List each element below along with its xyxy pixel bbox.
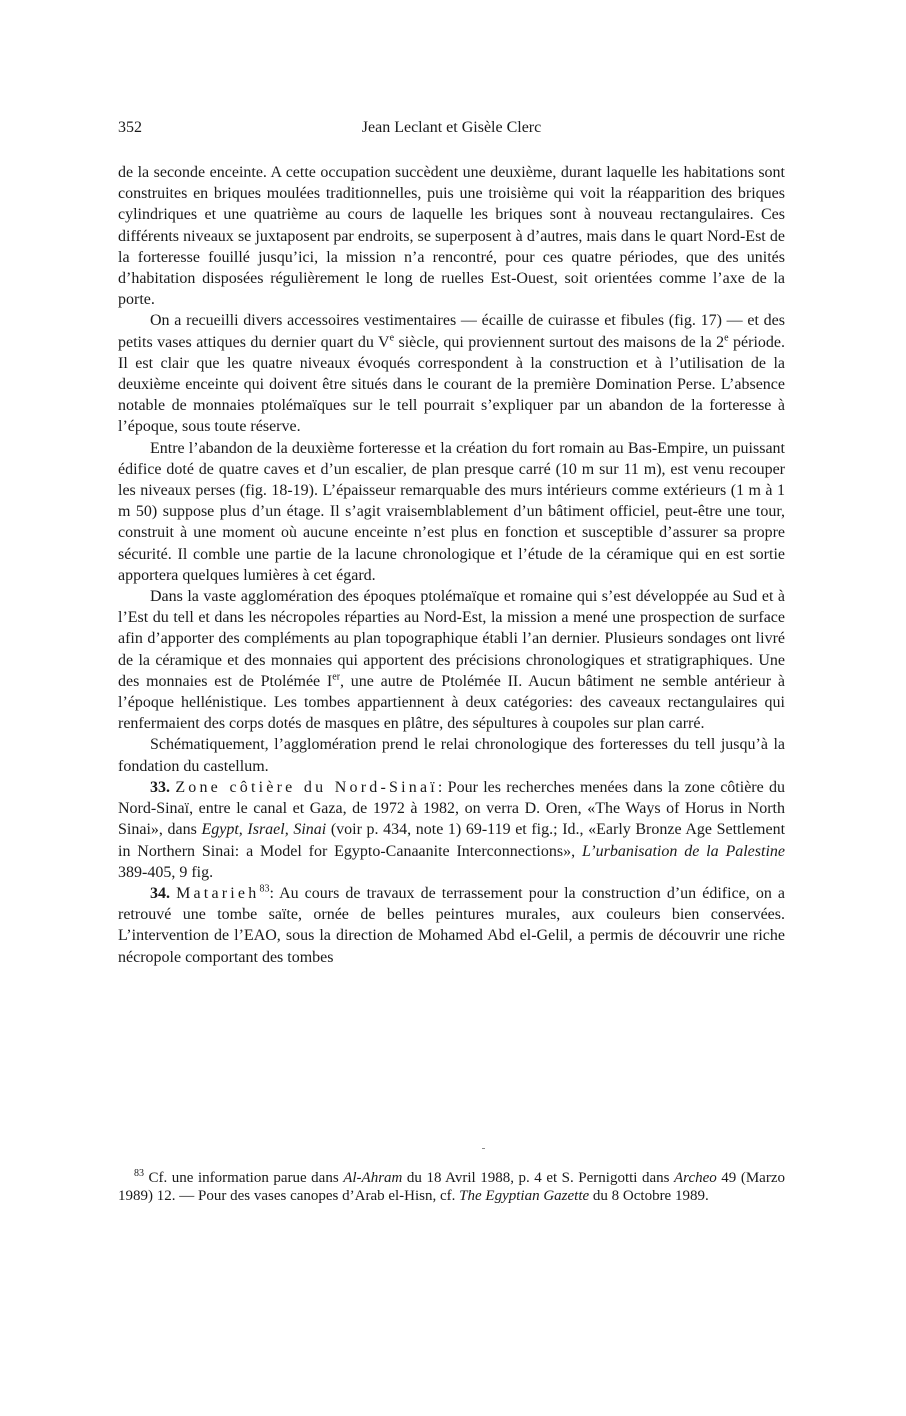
page-header [118, 116, 785, 140]
text-run: , une autre de Ptolémée II. Aucun bâtiment ne semble antérieur à l’époque hellénistique. Les tombes appartiennent à deux catégories: des caveaux rectangulaires qui renfermaient des corps dotés de masques en plâtre, des sépultures à coupoles sur plan carré. [118, 672, 786, 733]
superscript: e [389, 332, 395, 344]
italic-title: L’urbanisation de la Palestine [581, 842, 785, 860]
text-run: Cf. une information parue dans [144, 1170, 344, 1186]
text-run: On a recueilli divers accessoires vestimentaires — écaille de cuirasse et fibules (fig. 17) — et des petits vases attiques du dernier quart du V [118, 312, 785, 351]
section-title: Zone côtière du Nord-Sinaï [175, 778, 438, 796]
text-run: siècle, qui proviennent surtout des maisons de la 2 [394, 333, 725, 351]
paragraph-2 [118, 310, 785, 437]
footnotes [118, 1170, 785, 1205]
footnote-ref[interactable]: 83 [259, 883, 270, 895]
text-run: Dans la vaste agglomération des époques ptolémaïque et romaine qui s’est développée au Sud et à l’Est du tell et dans les nécropoles réparties au Nord-Est, la mission a mené une prospection de surface afin d’apporter des compléments au plan topographique établi l’an dernier. Plusieurs sondages ont livré de la céramique et des monnaies qui apportent des précisions chronologiques et stratigraphiques. Une des monnaies est de Ptolémée I [118, 588, 785, 690]
section-number: 33. [150, 778, 170, 796]
text-run: 49 (Marzo 1989) 12. — Pour des vases canopes d’Arab el-Hisn, cf. [118, 1170, 785, 1204]
running-head: Jean Leclant et Gisèle Clerc [361, 119, 542, 136]
section-33 [118, 777, 785, 883]
footnote-83 [118, 1170, 785, 1205]
text-run: du 8 Octobre 1989. [589, 1187, 709, 1204]
footnote-separator [482, 1148, 485, 1149]
italic-title: Al-Ahram [343, 1170, 403, 1186]
paragraph-4 [118, 586, 785, 734]
italic-title: The Egyptian Gazette [459, 1187, 590, 1204]
paragraph-5: Schématiquement, l’agglomération prend le relai chronologique des forteresses du tell jusqu’à la fondation du castellum. [118, 736, 785, 775]
text-run: 389-405, 9 fig. [118, 863, 214, 881]
section-title: Matarieh [176, 884, 260, 902]
body-text [118, 162, 785, 968]
superscript: er [332, 671, 341, 683]
page-number: 352 [118, 119, 142, 136]
italic-title: Archeo [674, 1170, 717, 1186]
text-run: période. Il est clair que les quatre niveaux évoqués correspondent à la construction et à l’utilisation de la deuxième enceinte qui doivent être situés dans le courant de la première Domination Perse. L’absence notable de monnaies ptolémaïques sur le tell pourrait s’expliquer par un abandon de la forteresse à l’époque, sous toute réserve. [118, 333, 786, 436]
section-34 [118, 883, 785, 968]
text-run: du 18 Avril 1988, p. 4 et S. Pernigotti dans [402, 1170, 675, 1186]
section-number: 34. [150, 884, 170, 902]
paragraph-1: de la seconde enceinte. A cette occupation succèdent une deuxième, durant laquelle les habitations sont construites en briques moulées traditionnelles, puis une troisième qui voit la réapparition des briques cylindriques et une quatrième au cours de laquelle les briques sont à nouveau rectangulaires. Ces différents niveaux se juxtaposent par endroits, se superposent à d’autres, mais dans le quart Nord-Est de la forteresse fouillé jusqu’ici, la mission n’a rencontré, pour ces quatre périodes, que des unités d’habitation disposées régulièrement le long de ruelles Est-Ouest, soit orientées comme l’axe de la porte. [118, 164, 785, 309]
text-run: (voir p. 434, note 1) 69-119 et fig.; Id., «Early Bronze Age Settlement in Northern Sinai: a Model for Egypto-Canaanite Interconnections», [118, 821, 786, 860]
text-run: : Pour les recherches menées dans la zone côtière du Nord-Sinaï, entre le canal et Gaza, de 1972 à 1982, on verra D. Oren, «The Ways of Horus in North Sinai», dans [118, 778, 786, 839]
text-run: : Au cours de travaux de terrassement pour la construction d’un édifice, on a retrouvé une tombe saïte, ornée de belles peintures murales, aux couleurs bien conservées. L’intervention de l’EAO, sous la direction de Mohamed Abd el-Gelil, a permis de découvrir une riche nécropole comportant des tombes [118, 884, 786, 966]
paragraph-3: Entre l’abandon de la deuxième forteresse et la création du fort romain au Bas-Empire, un puissant édifice doté de quatre caves et d’un escalier, de plan presque carré (10 m sur 11 m), est venu recouper les niveaux perses (fig. 18-19). L’épaisseur remarquable des murs intérieurs comme extérieurs (1 m à 1 m 50) suppose plus d’un étage. Il s’agit vraisemblablement d’un bâtiment officiel, peut-être une tour, construit à une moment où aucune enceinte n’est plus en fonction et susceptible d’assurer sa propre sécurité. Il comble une partie de la lacune chronologique et l’étude de la céramique qui en est sortie apportera quelques lumières à cet égard. [118, 439, 785, 584]
footnote-number: 83 [134, 1168, 144, 1179]
italic-title: Egypt, Israel, Sinai [201, 821, 327, 839]
superscript: e [724, 332, 729, 344]
